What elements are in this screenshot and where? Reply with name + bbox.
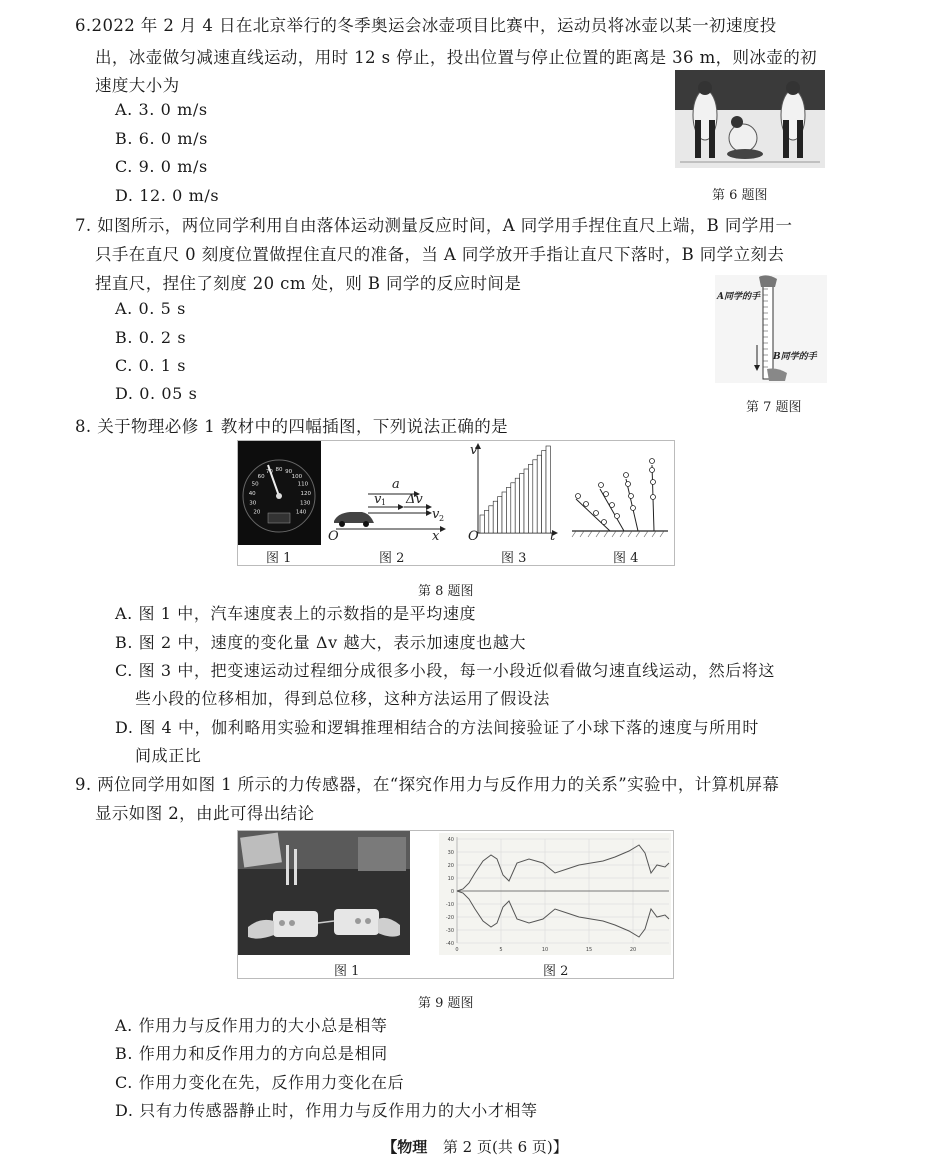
footer-subject: 【物理	[382, 1138, 428, 1156]
inclined-planes-figure	[570, 455, 670, 545]
speedo-tick-label: 70	[265, 468, 273, 475]
speedo-tick-label: 120	[300, 490, 312, 497]
vt-step-bar	[546, 446, 550, 533]
q8-sub-label-4: 图 4	[613, 551, 639, 566]
q8-option-d-line-1: D. 图 4 中，伽利略用实验和逻辑推理相结合的方法间接验证了小球下落的速度与所用时	[115, 718, 759, 737]
graph-y-tick-label: -10	[445, 902, 454, 908]
speedometer-figure	[238, 441, 321, 545]
graph-y-tick-label: 30	[447, 850, 454, 856]
q6-stem-line-2: 出，冰壶做匀减速直线运动，用时 12 s 停止，投出位置与停止位置的距离是 36 m，则冰壶的初	[95, 48, 818, 67]
q8-option-d-line-2: 间成正比	[135, 746, 202, 765]
vt-steps-figure	[466, 441, 561, 544]
q7-figure-caption: 第 7 题图	[746, 400, 802, 415]
vector-v2-subscript: 2	[439, 514, 445, 523]
graph-y-tick-label: 40	[447, 837, 454, 843]
graph-y-tick-label: 0	[450, 889, 454, 895]
q9-sub-label-1: 图 1	[334, 964, 360, 979]
speedo-tick-label: 100	[291, 473, 303, 480]
curling-photo	[675, 70, 825, 168]
graph-x-tick-label: 10	[541, 947, 549, 953]
q8-option-c-line-2: 些小段的位移相加，得到总位移，这种方法运用了假设法	[135, 689, 551, 708]
q8-stem-line-1: 8. 关于物理必修 1 教材中的四幅插图，下列说法正确的是	[75, 417, 509, 436]
q8-sub-label-2: 图 2	[379, 551, 405, 566]
vector-v1-label: v	[374, 492, 382, 507]
vt-step-bar	[515, 478, 519, 533]
q6-option-c: C. 9. 0 m/s	[115, 157, 208, 176]
vt-step-bar	[511, 483, 515, 533]
q6-option-a: A. 3. 0 m/s	[115, 100, 208, 119]
q8-four-figures	[237, 440, 675, 566]
q7-option-c: C. 0. 1 s	[115, 356, 187, 375]
q6-stem-line-3: 速度大小为	[95, 76, 180, 95]
speedo-tick-label: 30	[249, 500, 257, 507]
vt-axis-t-label: t	[550, 529, 556, 544]
speedo-tick-label: 80	[275, 467, 283, 473]
speedo-tick-label: 40	[248, 490, 256, 497]
page-footer	[0, 1136, 950, 1157]
force-time-graph	[439, 833, 671, 955]
vector-v2-label: v	[432, 507, 440, 522]
q9-option-c: C. 作用力变化在先，反作用力变化在后	[115, 1073, 405, 1092]
q8-sub-label-1: 图 1	[266, 551, 292, 566]
vt-step-bar	[484, 510, 488, 533]
q9-figure-caption: 第 9 题图	[418, 996, 474, 1011]
speedo-tick-label: 130	[299, 500, 311, 507]
q8-option-a: A. 图 1 中，汽车速度表上的示数指的是平均速度	[115, 604, 477, 623]
graph-y-tick-label: -30	[445, 928, 454, 934]
q8-sub-label-3: 图 3	[501, 551, 527, 566]
vt-step-bar	[493, 501, 497, 533]
q7-option-b: B. 0. 2 s	[115, 328, 187, 347]
graph-y-tick-label: 10	[447, 876, 454, 882]
vt-step-bar	[480, 515, 484, 533]
speedo-tick-label: 140	[295, 509, 307, 516]
q8-figure-caption: 第 8 题图	[418, 584, 474, 599]
vt-step-bar	[502, 492, 506, 533]
vt-step-bar	[520, 474, 524, 533]
vt-step-bar	[537, 455, 541, 533]
vector-dv-label: Δv	[406, 492, 423, 507]
vt-axis-v-label: v	[470, 443, 478, 458]
q9-option-b: B. 作用力和反作用力的方向总是相同	[115, 1044, 388, 1063]
q7-stem-line-3: 捏直尺，捏住了刻度 20 cm 处，则 B 同学的反应时间是	[95, 274, 522, 293]
graph-y-tick-label: -40	[445, 941, 454, 947]
vt-step-bar	[533, 460, 537, 533]
q7-stem-line-1: 7. 如图所示，两位同学利用自由落体运动测量反应时间，A 同学用手捏住直尺上端，B 同学用一	[75, 216, 793, 235]
graph-x-tick-label: 5	[499, 947, 503, 953]
q7-option-a: A. 0. 5 s	[115, 299, 186, 318]
vector-a-label: a	[392, 477, 400, 492]
ruler-figure	[715, 275, 827, 383]
q9-sub-label-2: 图 2	[543, 964, 569, 979]
graph-x-tick-label: 0	[455, 947, 459, 953]
vt-step-bar	[542, 451, 546, 533]
q9-option-d: D. 只有力传感器静止时，作用力与反作用力的大小才相等	[115, 1101, 538, 1120]
q9-stem-line-1: 9. 两位同学用如图 1 所示的力传感器，在“探究作用力与反作用力的关系”实验中，计算机屏幕	[75, 775, 780, 794]
vt-step-bar	[528, 464, 532, 533]
ruler-label-b: B同学的手	[773, 352, 817, 362]
axis-x-label: x	[432, 529, 440, 544]
vt-origin-label: O	[468, 529, 479, 544]
vt-step-bar	[498, 497, 502, 533]
force-sensor-photo	[238, 831, 410, 955]
q6-stem-line-1: 6.2022 年 2 月 4 日在北京举行的冬季奥运会冰壶项目比赛中，运动员将冰壶以某一初速度投	[75, 16, 777, 35]
ruler-label-a: A同学的手	[717, 292, 760, 302]
vt-step-bar	[506, 487, 510, 533]
axis-origin-label: O	[328, 529, 339, 544]
q6-option-d: D. 12. 0 m/s	[115, 186, 220, 205]
q9-figures	[237, 830, 674, 979]
q7-stem-line-2: 只手在直尺 0 刻度位置做捏住直尺的准备，当 A 同学放开手指让直尺下落时，B 同学立刻去	[95, 245, 785, 264]
q9-stem-line-2: 显示如图 2，由此可得出结论	[95, 804, 315, 823]
q8-option-b: B. 图 2 中，速度的变化量 Δv 越大，表示加速度也越大	[115, 633, 527, 652]
q7-option-d: D. 0. 05 s	[115, 384, 198, 403]
graph-x-tick-label: 20	[629, 947, 637, 953]
vector-v1-subscript: 1	[381, 498, 387, 507]
q8-option-c-line-1: C. 图 3 中，把变速运动过程细分成很多小段，每一小段近似看做匀速直线运动，然后将这	[115, 661, 775, 680]
graph-y-tick-label: -20	[445, 915, 454, 921]
q6-figure-caption: 第 6 题图	[712, 188, 768, 203]
speedo-tick-label: 90	[285, 468, 293, 475]
speedo-tick-label: 60	[257, 473, 265, 480]
q6-option-b: B. 6. 0 m/s	[115, 129, 208, 148]
footer-page: 第 2 页(共 6 页)】	[442, 1138, 568, 1156]
graph-x-tick-label: 15	[585, 947, 593, 953]
speedo-tick-label: 20	[253, 509, 261, 516]
vt-step-bar	[524, 469, 528, 533]
speedo-tick-label: 110	[297, 481, 309, 488]
vt-step-bar	[489, 506, 493, 533]
speedo-tick-label: 50	[251, 481, 259, 488]
graph-y-tick-label: 20	[447, 863, 454, 869]
q9-option-a: A. 作用力与反作用力的大小总是相等	[115, 1016, 388, 1035]
car-vector-figure	[328, 461, 448, 545]
